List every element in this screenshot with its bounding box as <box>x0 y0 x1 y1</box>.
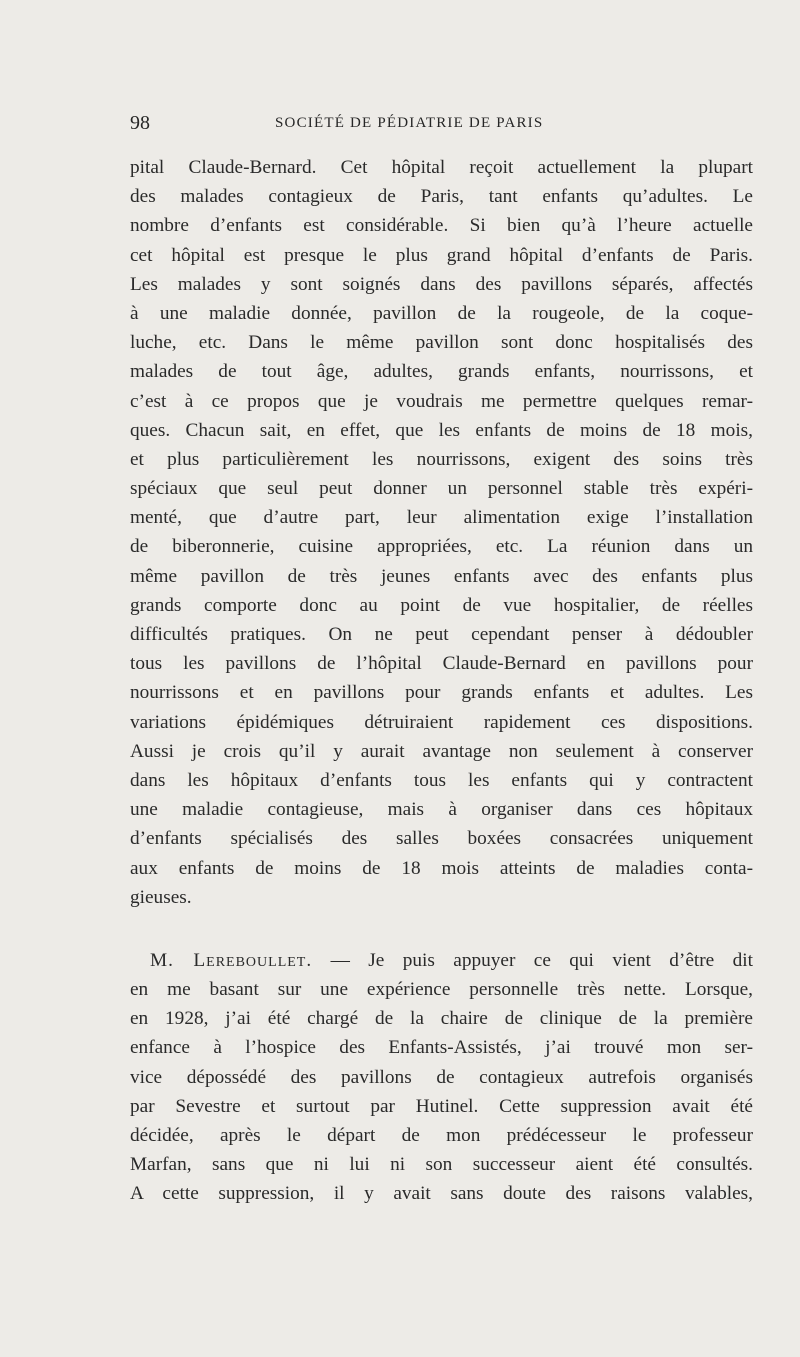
running-head <box>130 112 760 140</box>
text-line: spéciaux que seul peut donner un personnel stable très expéri- <box>130 478 753 500</box>
paragraph-2 <box>130 946 753 1209</box>
text-line: à une maladie donnée, pavillon de la rougeole, de la coque- <box>130 302 753 324</box>
text-line-first <box>130 946 753 975</box>
text-line: décidée, après le départ de mon prédécesseur le professeur <box>130 1125 753 1146</box>
text-line: dans les hôpitaux d’enfants tous les enfants qui y contractent <box>130 769 753 791</box>
text-line: nourrissons et en pavillons pour grands enfants et adultes. Les <box>130 682 753 704</box>
text-line: menté, que d’autre part, leur alimentation exige l’installation <box>130 507 753 529</box>
text-line: en 1928, j’ai été chargé de la chaire de clinique de la première <box>130 1008 753 1030</box>
text-line: Les malades y sont soignés dans des pavillons séparés, affectés <box>130 273 753 295</box>
text-line: et plus particulièrement les nourrissons, exigent des soins très <box>130 448 753 470</box>
text-line: gieuses. <box>130 886 192 908</box>
text-line: nombre d’enfants est considérable. Si bien qu’à l’heure actuelle <box>130 215 753 237</box>
text-line: Aussi je crois qu’il y aurait avantage non seulement à conserver <box>130 740 753 762</box>
body-text <box>130 153 753 1209</box>
text-line: c’est à ce propos que je voudrais me permettre quelques remar- <box>130 390 753 412</box>
text-line: malades de tout âge, adultes, grands enfants, nourrissons, et <box>130 361 753 383</box>
text-fragment: — Je puis appuyer ce qui vient d’être dit <box>312 949 753 971</box>
text-line: pital Claude-Bernard. Cet hôpital reçoit actuellement la plupart <box>130 157 753 178</box>
text-line: même pavillon de très jeunes enfants avec des enfants plus <box>130 565 753 587</box>
text-line: difficultés pratiques. On ne peut cependant penser à dédoubler <box>130 624 753 645</box>
text-line: luche, etc. Dans le même pavillon sont donc hospitalisés des <box>130 332 753 354</box>
speaker-name: M. Lereboullet. <box>150 949 313 971</box>
text-line: variations épidémiques détruiraient rapidement ces dispositions. <box>130 711 753 733</box>
paragraph-1 <box>130 153 753 912</box>
text-line: d’enfants spécialisés des salles boxées consacrées uniquement <box>130 828 753 850</box>
text-line: des malades contagieux de Paris, tant enfants qu’adultes. Le <box>130 186 753 208</box>
text-line: en me basant sur une expérience personnelle très nette. Lorsque, <box>130 979 753 1001</box>
text-line: enfance à l’hospice des Enfants-Assistés, j’ai trouvé mon ser- <box>130 1037 753 1059</box>
text-line: cet hôpital est presque le plus grand hôpital d’enfants de Paris. <box>130 244 753 266</box>
journal-title: SOCIÉTÉ DE PÉDIATRIE DE PARIS <box>275 115 544 131</box>
text-line: grands comporte donc au point de vue hospitalier, de réelles <box>130 594 753 616</box>
text-line: Marfan, sans que ni lui ni son successeur aient été consultés. <box>130 1154 753 1176</box>
text-line: aux enfants de moins de 18 mois atteints de maladies conta- <box>130 857 753 879</box>
text-line: tous les pavillons de l’hôpital Claude-Bernard en pavillons pour <box>130 653 753 675</box>
text-line: vice dépossédé des pavillons de contagieux autrefois organisés <box>130 1066 753 1088</box>
text-line: une maladie contagieuse, mais à organiser dans ces hôpitaux <box>130 799 753 821</box>
text-line: ques. Chacun sait, en effet, que les enfants de moins de 18 mois, <box>130 419 753 441</box>
page-number: 98 <box>130 112 150 134</box>
text-line: de biberonnerie, cuisine appropriées, etc. La réunion dans un <box>130 536 753 558</box>
text-line: par Sevestre et surtout par Hutinel. Cette suppression avait été <box>130 1095 753 1117</box>
text-line: A cette suppression, il y avait sans doute des raisons valables, <box>130 1183 753 1205</box>
paragraph-gap <box>130 912 753 946</box>
